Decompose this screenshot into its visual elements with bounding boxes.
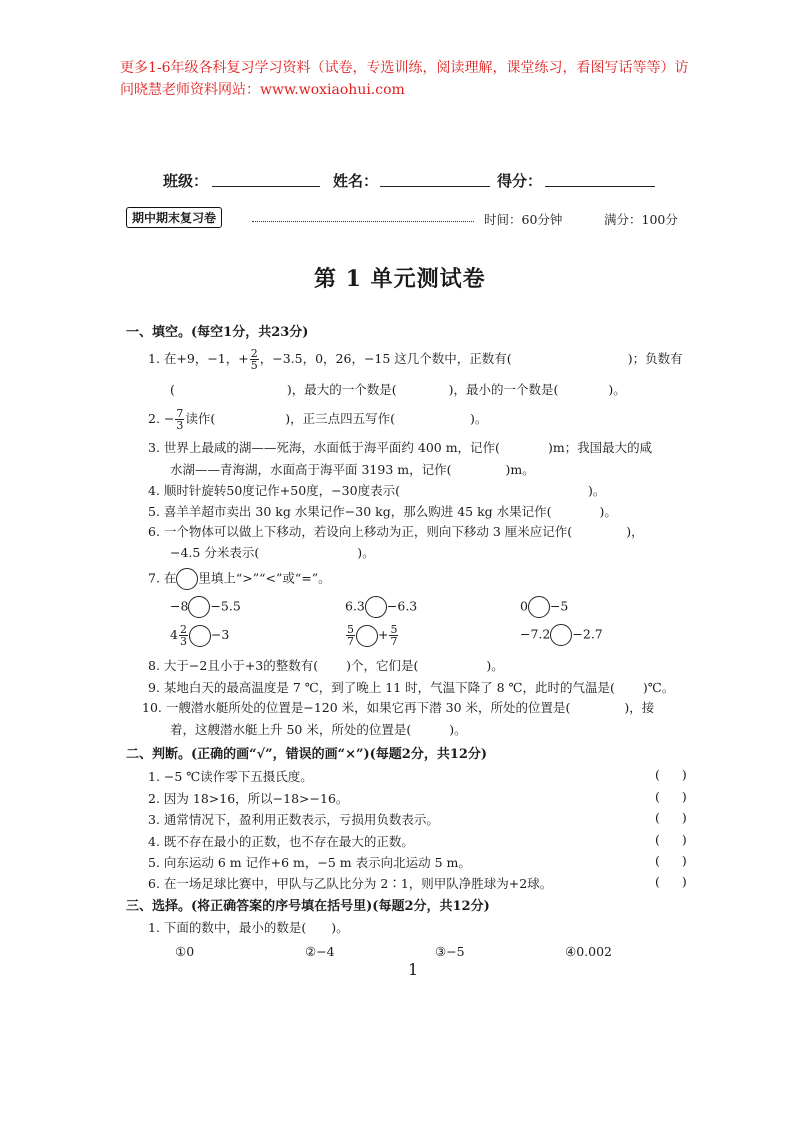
- choice-option-2[interactable]: ②−4: [305, 944, 335, 959]
- q6-line2: −4.5 分米表示( )。: [170, 545, 375, 560]
- q7-item-4: 4 $\frac{2}{3}$ −3: [170, 623, 230, 648]
- score-label: 得分：: [497, 172, 543, 190]
- q10-line2: 着，这艘潜水艇上升 50 米，所处的位置是( )。: [170, 722, 467, 737]
- section3-heading: 三、选择。(将正确答案的序号填在括号里)(每题2分，共12分): [126, 899, 490, 914]
- fraction: $\frac{7}{3}$: [176, 407, 184, 432]
- q1-pre: 1. 在+9，−1，+: [148, 351, 249, 366]
- judge-item-3: 3. 通常情况下，盈利用正数表示，亏损用负数表示。: [148, 812, 439, 827]
- time-limit: 时间：60分钟: [484, 212, 563, 227]
- q1-line2: ( )，最大的一个数是( )，最小的一个数是( )。: [170, 382, 626, 397]
- name-field[interactable]: [380, 172, 490, 187]
- judge-item-2: 2. 因为 18>16，所以−18>−16。: [148, 791, 349, 806]
- q1-tail: )；负数有: [627, 351, 683, 366]
- judge-item-6: 6. 在一场足球比赛中，甲队与乙队比分为 2∶1，则甲队净胜球为+2球。: [148, 876, 553, 891]
- promo-banner: 更多1-6年级各科复习学习资料（试卷，专选训练，阅读理解，课堂练习，看图写话等等）访问晓慧老师资料网站：www.woxiaohui.com: [120, 60, 689, 98]
- judge-item-5: 5. 向东运动 6 m 记作+6 m，−5 m 表示向北运动 5 m。: [148, 855, 471, 870]
- compare-circle[interactable]: [365, 596, 387, 618]
- choice-option-3[interactable]: ③−5: [435, 944, 465, 959]
- judge-answer-4[interactable]: ( ): [655, 832, 687, 847]
- compare-circle[interactable]: [356, 625, 378, 647]
- judge-answer-6[interactable]: ( ): [655, 874, 687, 889]
- compare-circle[interactable]: [550, 624, 572, 646]
- q7-instruction: 7. 在 里填上“>”“<”或“=”。: [148, 568, 331, 590]
- q7-item-3: 0 −5: [520, 596, 568, 618]
- name-label: 姓名：: [333, 172, 379, 190]
- q9: 9. 某地白天的最高温度是 7 ℃，到了晚上 11 时，气温下降了 8 ℃，此时的气温是( )℃。: [148, 680, 675, 695]
- q2: 2. − $\frac{7}{3}$ 读作( )，正三点四五写作( )。: [148, 407, 488, 432]
- section1-heading: 一、填空。(每空1分，共23分): [126, 325, 309, 340]
- choice-option-1[interactable]: ①0: [175, 944, 195, 959]
- dotted-divider: [252, 220, 474, 222]
- full-score: 满分：100分: [604, 212, 678, 227]
- q1-line1: [148, 348, 683, 371]
- class-label: 班级：: [163, 172, 209, 190]
- q7-item-2: 6.3 −6.3: [345, 596, 417, 618]
- q7-item-1: −8 −5.5: [170, 596, 241, 618]
- class-field[interactable]: [212, 172, 320, 187]
- section2-heading: 二、判断。(正确的画“√”，错误的画“×”)(每题2分，共12分): [126, 747, 488, 762]
- exam-type-tag: 期中期末复习卷: [126, 207, 222, 228]
- judge-answer-1[interactable]: ( ): [655, 767, 687, 782]
- choice-option-4[interactable]: ④0.002: [565, 944, 612, 959]
- judge-item-1: 1. −5 ℃读作零下五摄氏度。: [148, 769, 313, 784]
- judge-answer-5[interactable]: ( ): [655, 853, 687, 868]
- compare-circle[interactable]: [189, 625, 211, 647]
- q3-line1: 3. 世界上最咸的湖——死海，水面低于海平面约 400 m，记作( )m；我国最大的咸: [148, 440, 653, 455]
- compare-circle[interactable]: [528, 596, 550, 618]
- judge-answer-2[interactable]: ( ): [655, 789, 687, 804]
- judge-answer-3[interactable]: ( ): [655, 810, 687, 825]
- q7-item-6: −7.2 −2.7: [520, 624, 603, 646]
- judge-item-4: 4. 既不存在最小的正数，也不存在最大的正数。: [148, 834, 414, 849]
- page-title: 第 1 单元测试卷: [314, 266, 486, 292]
- q1-post: ，−3.5，0，26，−15 这几个数中，正数有(: [259, 351, 512, 366]
- fraction: $\frac{2}{5}$: [250, 347, 258, 372]
- q7-item-5: $\frac{5}{7}$ + $\frac{5}{7}$: [347, 623, 398, 648]
- q4: 4. 顺时针旋转50度记作+50度，−30度表示( )。: [148, 483, 606, 498]
- compare-circle[interactable]: [188, 596, 210, 618]
- compare-circle: [176, 568, 198, 590]
- score-field[interactable]: [545, 172, 655, 187]
- q5: 5. 喜羊羊超市卖出 30 kg 水果记作−30 kg，那么购进 45 kg 水果记作( )。: [148, 504, 617, 519]
- q8: 8. 大于−2且小于+3的整数有( )个，它们是( )。: [148, 658, 504, 673]
- q10-line1: 10. 一艘潜水艇所处的位置是−120 米，如果它再下潜 30 米，所处的位置是( )，接: [142, 700, 655, 715]
- choice-question-1: 1. 下面的数中，最小的数是( )。: [148, 920, 349, 935]
- q6-line1: 6. 一个物体可以做上下移动，若设向上移动为正，则向下移动 3 厘米应记作( )，: [148, 524, 644, 539]
- page-number: 1: [408, 960, 419, 979]
- q3-line2: 水湖——青海湖，水面高于海平面 3193 m，记作( )m。: [170, 462, 535, 477]
